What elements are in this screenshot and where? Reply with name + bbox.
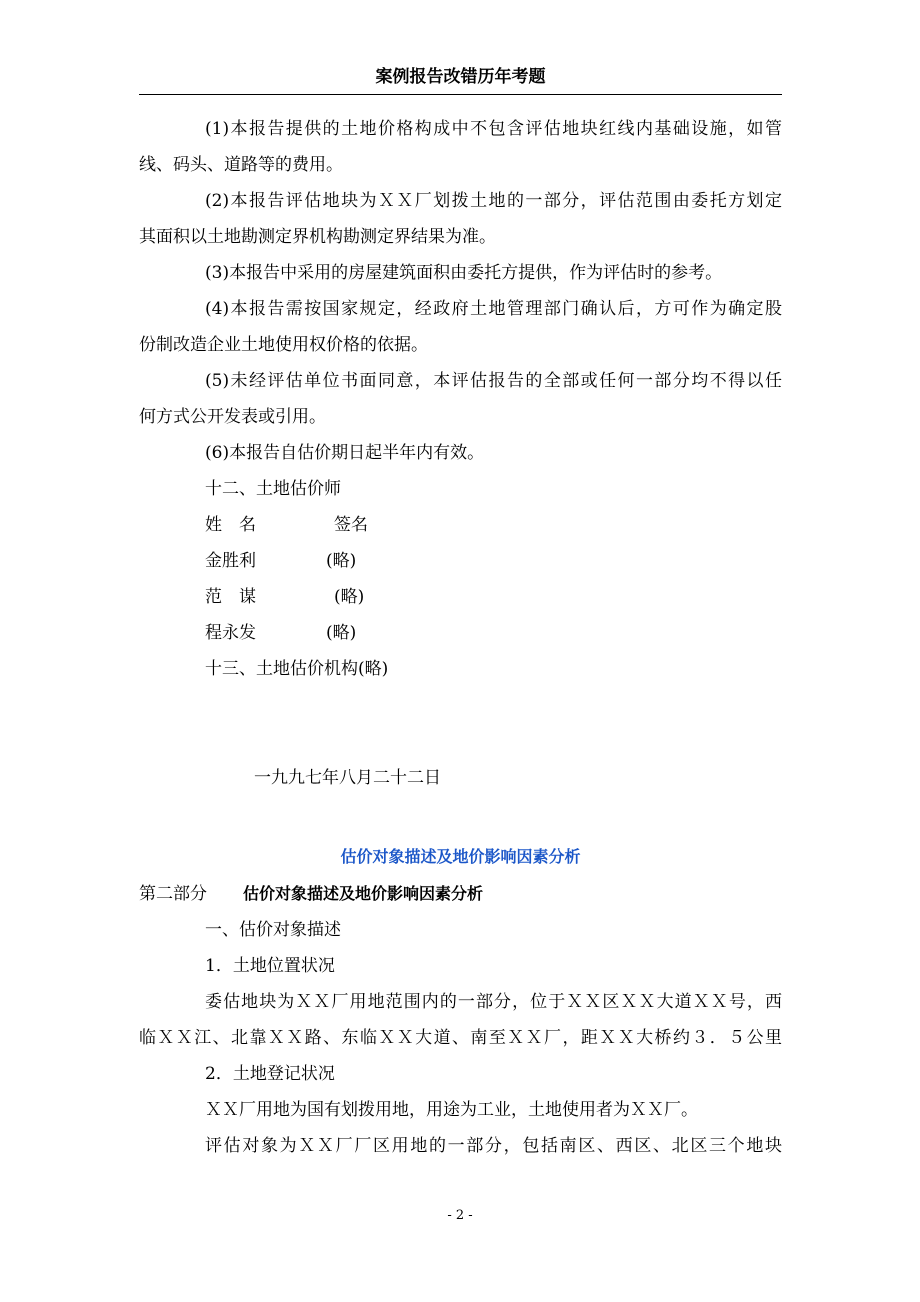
- note-1-line-1: (1)本报告提供的土地价格构成中不包含评估地块红线内基础设施，如管: [205, 119, 782, 139]
- item-2-line-1: ＸＸ厂用地为国有划拨用地，用途为工业，土地使用者为ＸＸ厂。: [205, 1100, 698, 1120]
- note-2-line-2: 其面积以土地勘测定界机构勘测定界结果为准。: [139, 227, 496, 247]
- note-2-line-1: (2)本报告评估地块为ＸＸ厂划拨土地的一部分，评估范围由委托方划定: [205, 191, 782, 211]
- appraiser-sign: (略): [334, 587, 365, 607]
- appraiser-name: 程永发: [205, 623, 256, 643]
- appraiser-sign: (略): [326, 623, 357, 643]
- appraiser-sign: (略): [326, 551, 357, 571]
- part-2-blue-title: 估价对象描述及地价影响因素分析: [340, 847, 581, 866]
- note-3: (3)本报告中采用的房屋建筑面积由委托方提供，作为评估时的参考。: [205, 263, 723, 283]
- item-2-line-2: 评估对象为ＸＸ厂厂区用地的一部分，包括南区、西区、北区三个地块: [205, 1136, 782, 1156]
- page-number: - 2 -: [447, 1208, 473, 1223]
- item-1-line-1: 委估地块为ＸＸ厂用地范围内的一部分，位于ＸＸ区ＸＸ大道ＸＸ号，西: [205, 992, 782, 1012]
- note-4-line-2: 份制改造企业土地使用权价格的依据。: [139, 335, 428, 355]
- header-title: 案例报告改错历年考题: [375, 67, 546, 87]
- appraiser-col-name: 姓 名: [205, 515, 256, 535]
- report-date: 一九九七年八月二十二日: [254, 768, 441, 788]
- note-4-line-1: (4)本报告需按国家规定，经政府土地管理部门确认后，方可作为确定股: [205, 299, 782, 319]
- part-2-label: 第二部分: [139, 884, 207, 904]
- item-1-heading: 1．土地位置状况: [205, 956, 335, 976]
- note-5-line-2: 何方式公开发表或引用。: [139, 407, 326, 427]
- note-1-line-2: 线、码头、道路等的费用。: [139, 155, 343, 175]
- page-header: [139, 64, 782, 95]
- section-13-heading: 十三、土地估价机构(略): [205, 659, 389, 679]
- appraiser-col-sign: 签名: [334, 515, 368, 535]
- appraiser-name: 范 谋: [205, 587, 256, 607]
- note-5-line-1: (5)未经评估单位书面同意，本评估报告的全部或任何一部分均不得以任: [205, 371, 782, 391]
- item-2-heading: 2．土地登记状况: [205, 1064, 335, 1084]
- section-12-heading: 十二、土地估价师: [205, 479, 341, 499]
- note-6: (6)本报告自估价期日起半年内有效。: [205, 443, 485, 463]
- part-2-title: 估价对象描述及地价影响因素分析: [243, 884, 484, 903]
- appraiser-name: 金胜利: [205, 551, 256, 571]
- part-2-subheading-1: 一、估价对象描述: [205, 920, 341, 940]
- item-1-line-2: 临ＸＸ江、北靠ＸＸ路、东临ＸＸ大道、南至ＸＸ厂，距ＸＸ大桥约３．５公里: [139, 1028, 782, 1048]
